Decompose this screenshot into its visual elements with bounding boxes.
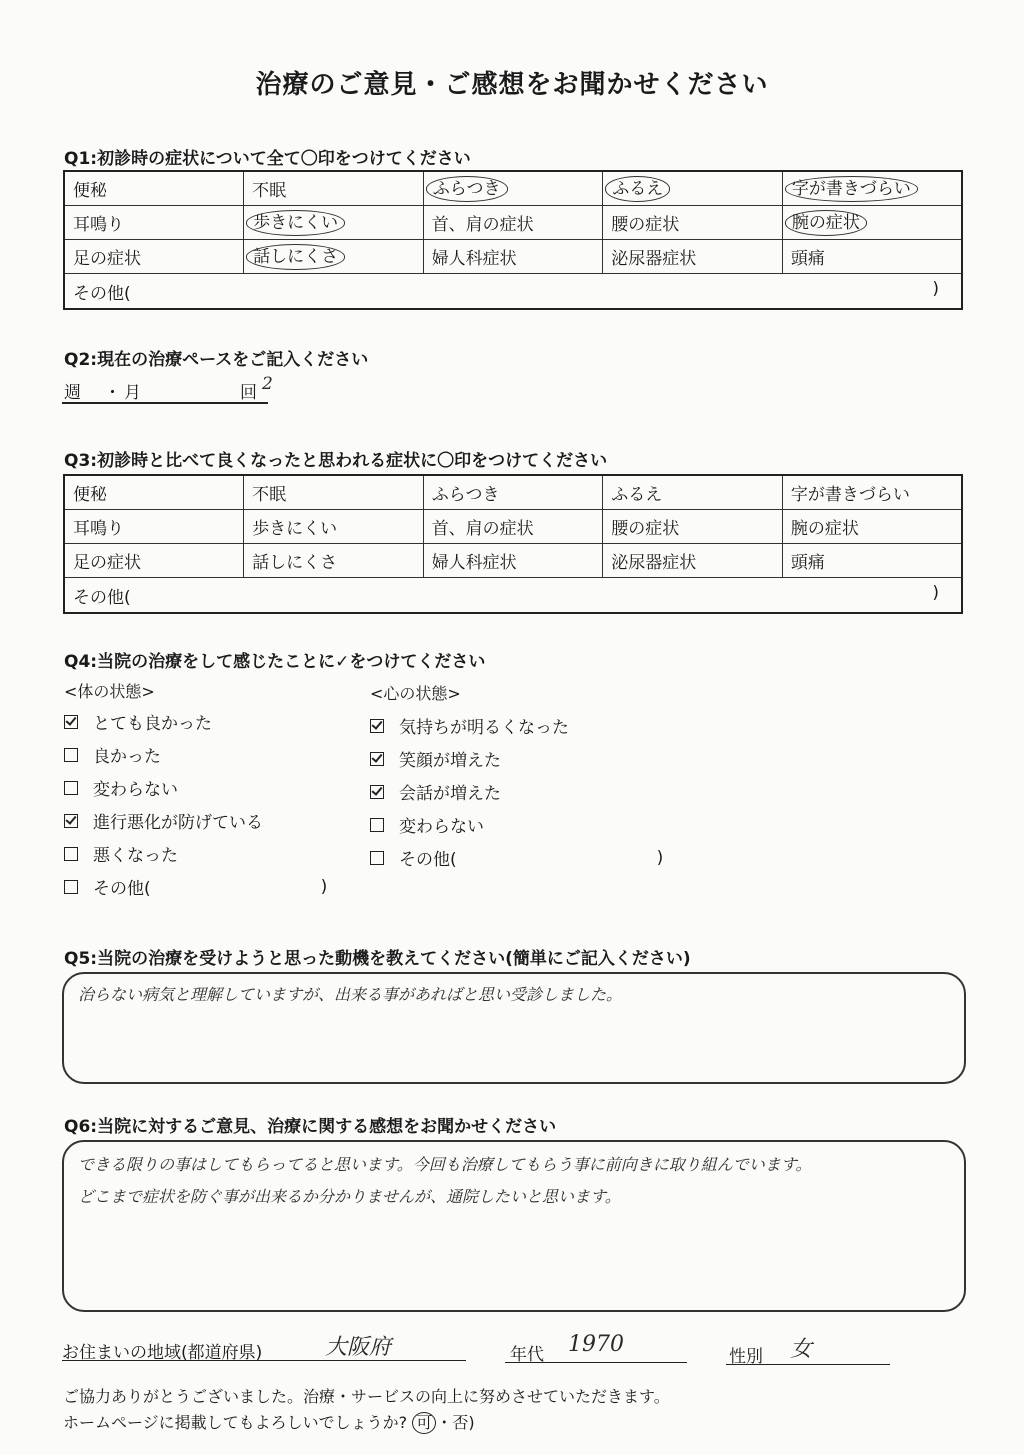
q3-cell[interactable]: [64, 510, 244, 544]
table-row: [64, 475, 962, 510]
checkbox-label: 気持ちが明るくなった: [399, 718, 569, 738]
q3-cell[interactable]: [603, 475, 783, 510]
q1-cell[interactable]: [64, 240, 244, 274]
q1-cell[interactable]: [64, 171, 244, 206]
q1-cell[interactable]: [244, 240, 424, 274]
q1-cell[interactable]: [603, 171, 783, 206]
list-item[interactable]: [64, 705, 327, 738]
checkbox-label: 悪くなった: [93, 846, 178, 866]
q1-cell[interactable]: [244, 171, 424, 206]
checkbox-label: 良かった: [93, 747, 161, 767]
list-item[interactable]: [370, 742, 663, 775]
list-item[interactable]: [64, 837, 327, 870]
q1-heading: Q1:初診時の症状について全て〇印をつけてください: [64, 149, 471, 169]
q6-answer-line-2: どこまで症状を防ぐ事が出来るか分かりませんが、通院したいと思います。: [78, 1187, 621, 1206]
region-underline[interactable]: [62, 1360, 466, 1361]
q1-symptom: 耳鳴り: [73, 215, 124, 235]
q1-symptom: 首、肩の症状: [431, 215, 534, 235]
q1-symptom-table: [63, 170, 963, 310]
page-title: 治療のご意見・ご感想をお聞かせください: [255, 70, 769, 100]
list-item[interactable]: [64, 771, 327, 804]
region-label: お住まいの地域(都道府県): [62, 1343, 263, 1363]
gender-label: 性別: [729, 1347, 763, 1367]
q1-symptom: 頭痛: [790, 249, 825, 269]
table-row: [64, 171, 962, 206]
checkbox-label: 変わらない: [93, 780, 178, 800]
q3-symptom: 不眠: [252, 485, 287, 505]
q1-cell[interactable]: [64, 206, 244, 240]
q3-symptom: 便秘: [73, 485, 107, 505]
q3-cell[interactable]: [244, 510, 424, 544]
q1-cell[interactable]: [603, 240, 783, 274]
publish-consent: [63, 1410, 475, 1434]
list-item[interactable]: [370, 709, 663, 742]
q2-count: 2: [262, 374, 273, 394]
checkbox-checked[interactable]: [370, 719, 384, 733]
q1-symptom: 婦人科症状: [431, 249, 517, 269]
q6-answer-box[interactable]: [62, 1140, 966, 1312]
checkbox-checked[interactable]: [64, 814, 78, 828]
q3-other-close: ): [932, 582, 939, 603]
q3-symptom: 字が書きづらい: [790, 485, 910, 505]
q2-dot: ・: [104, 383, 121, 403]
q1-symptom: 不眠: [252, 181, 287, 201]
table-row: [64, 544, 962, 578]
q3-symptom: 腕の症状: [790, 519, 859, 539]
checkbox-checked[interactable]: [370, 785, 384, 799]
checkbox[interactable]: [64, 748, 78, 762]
table-row: [64, 510, 962, 544]
checkbox[interactable]: [370, 851, 384, 865]
publish-close: ): [468, 1413, 475, 1432]
q1-symptom-circled: 歩きにくい: [246, 210, 345, 236]
q3-symptom: 話しにくさ: [252, 553, 338, 573]
q3-other-field[interactable]: [64, 578, 962, 614]
q3-cell[interactable]: [64, 544, 244, 578]
checkbox-label: その他(: [399, 850, 457, 870]
q1-symptom: 便秘: [73, 181, 107, 201]
q4-body-heading: <体の状態>: [64, 682, 155, 701]
table-row: [64, 206, 962, 240]
q3-cell[interactable]: [244, 544, 424, 578]
q5-answer: 治らない病気と理解していますが、出来る事があればと思い受診しました。: [78, 985, 623, 1004]
q3-cell[interactable]: [782, 544, 962, 578]
checkbox-label: 変わらない: [399, 817, 484, 837]
q6-answer-line-1: できる限りの事はしてもらってると思います。今回も治療してもらう事に前向きに取り組んでいます。: [78, 1155, 812, 1174]
q3-cell[interactable]: [64, 475, 244, 510]
q1-cell[interactable]: [782, 240, 962, 274]
q6-heading: Q6:当院に対するご意見、治療に関する感想をお聞かせください: [64, 1117, 557, 1137]
publish-no-option[interactable]: 否: [452, 1413, 469, 1432]
q3-symptom-table: [63, 474, 963, 614]
q1-symptom-circled: ふらつき: [426, 176, 508, 202]
gender-value: 女: [790, 1337, 813, 1362]
q4-body-list: [64, 705, 327, 903]
checkbox-label: とても良かった: [93, 714, 212, 734]
table-row: [64, 240, 962, 274]
table-row: [64, 274, 962, 310]
list-item[interactable]: [64, 870, 327, 903]
q1-symptom-circled: 腕の症状: [785, 210, 867, 236]
q3-cell[interactable]: [782, 510, 962, 544]
q1-other-close: ): [932, 278, 939, 299]
list-item[interactable]: [64, 804, 327, 837]
region-value: 大阪府: [325, 1335, 392, 1360]
checkbox-label: 会話が増えた: [399, 784, 501, 804]
checkbox[interactable]: [64, 847, 78, 861]
q3-symptom: ふらつき: [431, 485, 500, 505]
q3-symptom: 泌尿器症状: [611, 553, 697, 573]
close-paren: ): [656, 847, 664, 868]
checkbox-label: その他(: [93, 879, 151, 899]
publish-question: ホームページに掲載してもよろしいでしょうか?: [63, 1413, 408, 1432]
q3-cell[interactable]: [603, 510, 783, 544]
q1-symptom: 腰の症状: [611, 215, 680, 235]
thanks-text: ご協力ありがとうございました。治療・サービスの向上に努めさせていただきます。: [63, 1387, 670, 1406]
q2-month: 月: [124, 383, 141, 403]
q3-cell[interactable]: [244, 475, 424, 510]
q3-symptom: 耳鳴り: [73, 519, 124, 539]
q1-cell[interactable]: [244, 206, 424, 240]
q1-symptom-circled: ふるえ: [605, 176, 670, 202]
list-item[interactable]: [370, 841, 663, 874]
checkbox-label: 笑顔が増えた: [399, 751, 501, 771]
q1-cell[interactable]: [782, 206, 962, 240]
q3-cell[interactable]: [423, 475, 603, 510]
q3-symptom: 頭痛: [790, 553, 825, 573]
checkbox[interactable]: [64, 781, 78, 795]
q3-symptom: 婦人科症状: [431, 553, 517, 573]
checkbox[interactable]: [370, 818, 384, 832]
q3-symptom: 歩きにくい: [252, 519, 338, 539]
q3-cell[interactable]: [603, 544, 783, 578]
q4-mind-heading: <心の状態>: [370, 684, 461, 703]
list-item[interactable]: [370, 808, 663, 841]
q2-pace-field[interactable]: [62, 374, 273, 404]
checkbox-checked[interactable]: [370, 752, 384, 766]
publish-separator: ・: [436, 1413, 453, 1432]
q3-symptom: 足の症状: [73, 553, 141, 573]
q1-cell[interactable]: [603, 206, 783, 240]
age-underline[interactable]: [505, 1362, 687, 1363]
checkbox[interactable]: [64, 880, 78, 894]
q1-cell[interactable]: [423, 206, 603, 240]
close-paren: ): [320, 876, 328, 897]
q3-cell[interactable]: [782, 475, 962, 510]
q4-mind-list: [370, 709, 663, 874]
list-item[interactable]: [370, 775, 663, 808]
q5-heading: Q5:当院の治療を受けようと思った動機を教えてください(簡単にご記入ください): [64, 949, 691, 969]
q1-other-label: その他(: [73, 283, 131, 304]
q3-symptom: 首、肩の症状: [431, 519, 534, 539]
q1-symptom-circled: 話しにくさ: [246, 244, 345, 270]
checkbox-label: 進行悪化が防げている: [93, 813, 263, 833]
age-label: 年代: [510, 1345, 544, 1365]
age-value: 1970: [568, 1332, 624, 1357]
q1-cell[interactable]: [423, 240, 603, 274]
list-item[interactable]: [64, 738, 327, 771]
q1-symptom: 足の症状: [73, 249, 141, 269]
publish-yes-option[interactable]: 可: [412, 1412, 436, 1434]
q5-answer-box[interactable]: [62, 972, 966, 1084]
q4-heading: Q4:当院の治療をして感じたことに✓をつけてください: [64, 652, 486, 672]
q1-cell[interactable]: [782, 171, 962, 206]
q2-heading: Q2:現在の治療ペースをご記入ください: [64, 350, 369, 370]
table-row: [64, 578, 962, 614]
q1-symptom: 泌尿器症状: [611, 249, 697, 269]
q3-cell[interactable]: [423, 544, 603, 578]
q3-heading: Q3:初診時と比べて良くなったと思われる症状に〇印をつけてください: [64, 451, 608, 471]
q3-other-label: その他(: [73, 587, 131, 608]
gender-underline[interactable]: [726, 1364, 890, 1365]
q1-cell[interactable]: [423, 171, 603, 206]
checkbox-checked[interactable]: [64, 715, 78, 729]
q3-symptom: 腰の症状: [611, 519, 680, 539]
q2-times: 回: [240, 383, 257, 403]
q1-other-field[interactable]: [64, 274, 962, 310]
q3-symptom: ふるえ: [611, 485, 663, 505]
q2-week: 週: [64, 383, 81, 403]
q1-symptom-circled: 字が書きづらい: [785, 176, 918, 202]
q3-cell[interactable]: [423, 510, 603, 544]
